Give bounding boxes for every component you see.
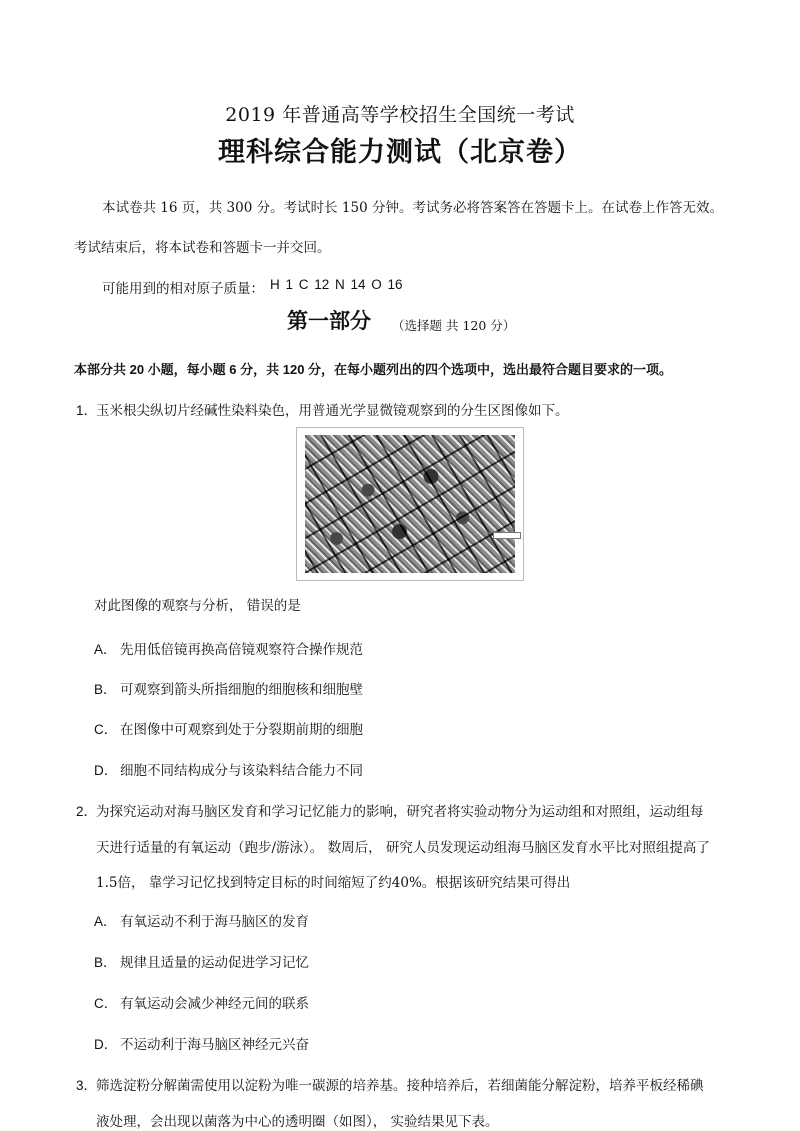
- q2-line3: 1.5倍， 靠学习记忆找到特定目标的时间缩短了约40%。根据该研究结果可得出: [96, 875, 571, 891]
- part1-title: 第一部分: [287, 309, 371, 333]
- arrow-pointer-icon: [493, 532, 521, 539]
- q2-option-b-text: 规律且适量的运动促进学习记忆: [120, 955, 309, 971]
- atomic-mass-label: 可能用到的相对原子质量：: [102, 281, 264, 297]
- q1-option-c-label: C．: [94, 722, 118, 737]
- q3-number: 3．: [76, 1078, 98, 1093]
- q1-option-b-text: 可观察到箭头所指细胞的细胞核和细胞壁: [120, 682, 363, 698]
- exam-title-line1: 2019 年普通高等学校招生全国统一考试: [225, 104, 575, 126]
- q1-option-a-text: 先用低倍镜再换高倍镜观察符合操作规范: [120, 642, 363, 658]
- q2-option-d-label: D．: [94, 1037, 118, 1052]
- q1-micrograph-figure: [296, 427, 524, 581]
- q1-option-c-text: 在图像中可观察到处于分裂期前期的细胞: [120, 722, 363, 738]
- intro-line1: 本试卷共 16 页，共 300 分。考试时长 150 分钟。考试务必将答案答在答题卡上。在试卷上作答无效。: [102, 200, 723, 216]
- q2-option-a-label: A．: [94, 914, 117, 929]
- q1-option-a-label: A．: [94, 642, 117, 657]
- part1-instruction: 本部分共 20 小题，每小题 6 分，共 120 分，在每小题列出的四个选项中，选出最符合题目要求的一项。: [74, 362, 673, 377]
- q2-option-d-text: 不运动利于海马脑区神经元兴奋: [120, 1037, 309, 1053]
- q2-option-c-text: 有氧运动会减少神经元间的联系: [120, 996, 309, 1012]
- q3-line2: 液处理，会出现以菌落为中心的透明圈（如图）， 实验结果见下表。: [96, 1114, 499, 1130]
- q2-option-c-label: C．: [94, 996, 118, 1011]
- atomic-mass-values: H 1 C 12 N 14 O 16: [270, 277, 403, 292]
- q2-number: 2．: [76, 804, 98, 819]
- exam-title-line2: 理科综合能力测试（北京卷）: [218, 137, 582, 168]
- q1-stem: 玉米根尖纵切片经碱性染料染色，用普通光学显微镜观察到的分生区图像如下。: [96, 403, 569, 419]
- q1-option-d-text: 细胞不同结构成分与该染料结合能力不同: [120, 763, 363, 779]
- q2-option-a-text: 有氧运动不利于海马脑区的发育: [120, 914, 309, 930]
- q2-option-b-label: B．: [94, 955, 117, 970]
- q1-question: 对此图像的观察与分析， 错误的是: [94, 598, 301, 614]
- intro-line2: 考试结束后，将本试卷和答题卡一并交回。: [74, 240, 331, 256]
- q3-line1: 筛选淀粉分解菌需使用以淀粉为唯一碳源的培养基。接种培养后，若细菌能分解淀粉，培养平板经稀碘: [96, 1078, 704, 1094]
- part1-note: （选择题 共 120 分）: [392, 318, 516, 333]
- q2-line1: 为探究运动对海马脑区发育和学习记忆能力的影响，研究者将实验动物分为运动组和对照组，运动组每: [96, 804, 704, 820]
- q1-option-b-label: B．: [94, 682, 117, 697]
- micrograph-image: [305, 435, 515, 573]
- q2-line2: 天进行适量的有氧运动（跑步/游泳）。 数周后， 研究人员发现运动组海马脑区发育水平比对照组提高了: [96, 840, 710, 856]
- q1-number: 1．: [76, 403, 98, 418]
- q1-option-d-label: D．: [94, 763, 118, 778]
